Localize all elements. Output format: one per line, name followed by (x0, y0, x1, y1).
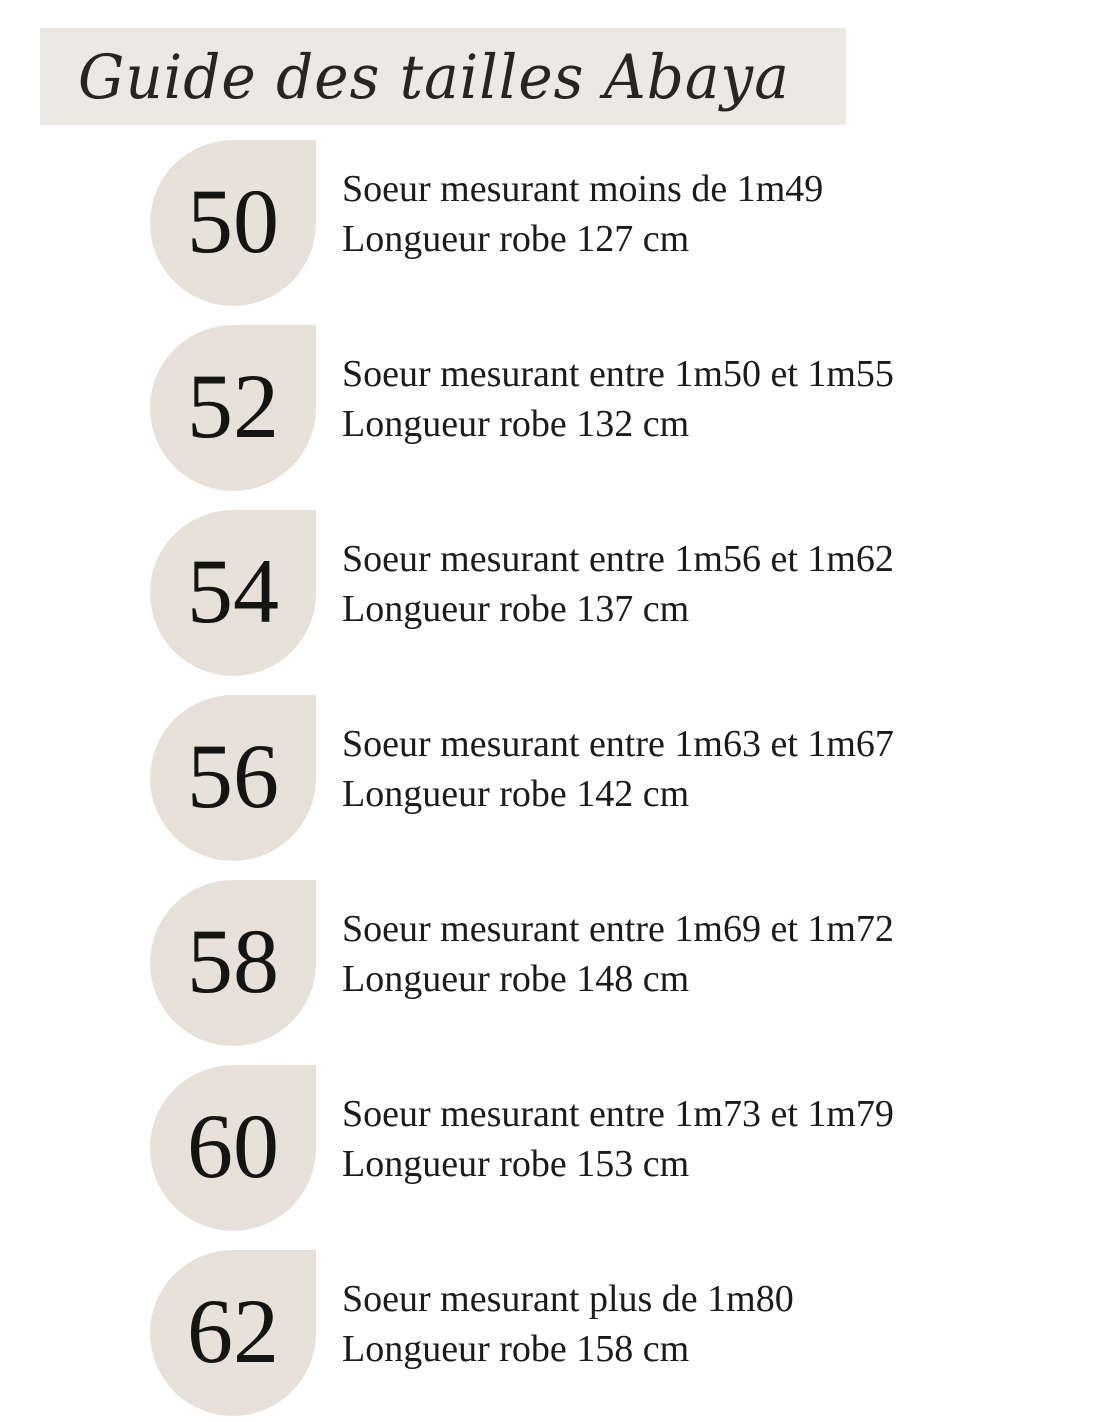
size-row (0, 1250, 1100, 1422)
page-title: Guide des tailles Abaya (78, 40, 790, 113)
height-range-text: Soeur mesurant moins de 1m49 (342, 168, 824, 210)
size-number: 60 (187, 1095, 279, 1197)
robe-length-text: Longueur robe 158 cm (342, 1328, 690, 1370)
size-row (0, 325, 1100, 510)
size-row (0, 510, 1100, 695)
height-range-text: Soeur mesurant entre 1m69 et 1m72 (342, 908, 894, 950)
robe-length-text: Longueur robe 132 cm (342, 403, 690, 445)
size-description (342, 534, 894, 634)
height-range-text: Soeur mesurant entre 1m63 et 1m67 (342, 723, 894, 765)
size-description (342, 164, 823, 264)
size-number: 62 (187, 1280, 279, 1382)
size-badge (150, 510, 316, 676)
header-band (40, 28, 846, 125)
size-description (342, 904, 894, 1004)
size-row (0, 1065, 1100, 1250)
size-number: 58 (187, 910, 279, 1012)
size-description (342, 1089, 894, 1189)
size-badge (150, 695, 316, 861)
height-range-text: Soeur mesurant entre 1m50 et 1m55 (342, 353, 894, 395)
robe-length-text: Longueur robe 142 cm (342, 773, 690, 815)
height-range-text: Soeur mesurant entre 1m56 et 1m62 (342, 538, 894, 580)
height-range-text: Soeur mesurant entre 1m73 et 1m79 (342, 1093, 894, 1135)
size-description (342, 1274, 794, 1374)
robe-length-text: Longueur robe 127 cm (342, 218, 690, 260)
size-number: 56 (187, 725, 279, 827)
size-guide-list (0, 140, 1100, 1422)
size-badge (150, 140, 316, 306)
size-row (0, 140, 1100, 325)
robe-length-text: Longueur robe 153 cm (342, 1143, 690, 1185)
size-badge (150, 880, 316, 1046)
height-range-text: Soeur mesurant plus de 1m80 (342, 1278, 794, 1320)
size-badge (150, 1250, 316, 1416)
size-row (0, 695, 1100, 880)
size-row (0, 880, 1100, 1065)
size-number: 54 (187, 540, 279, 642)
size-badge (150, 325, 316, 491)
size-description (342, 349, 894, 449)
size-number: 50 (187, 170, 279, 272)
robe-length-text: Longueur robe 137 cm (342, 588, 690, 630)
size-number: 52 (187, 355, 279, 457)
size-description (342, 719, 894, 819)
robe-length-text: Longueur robe 148 cm (342, 958, 690, 1000)
size-badge (150, 1065, 316, 1231)
